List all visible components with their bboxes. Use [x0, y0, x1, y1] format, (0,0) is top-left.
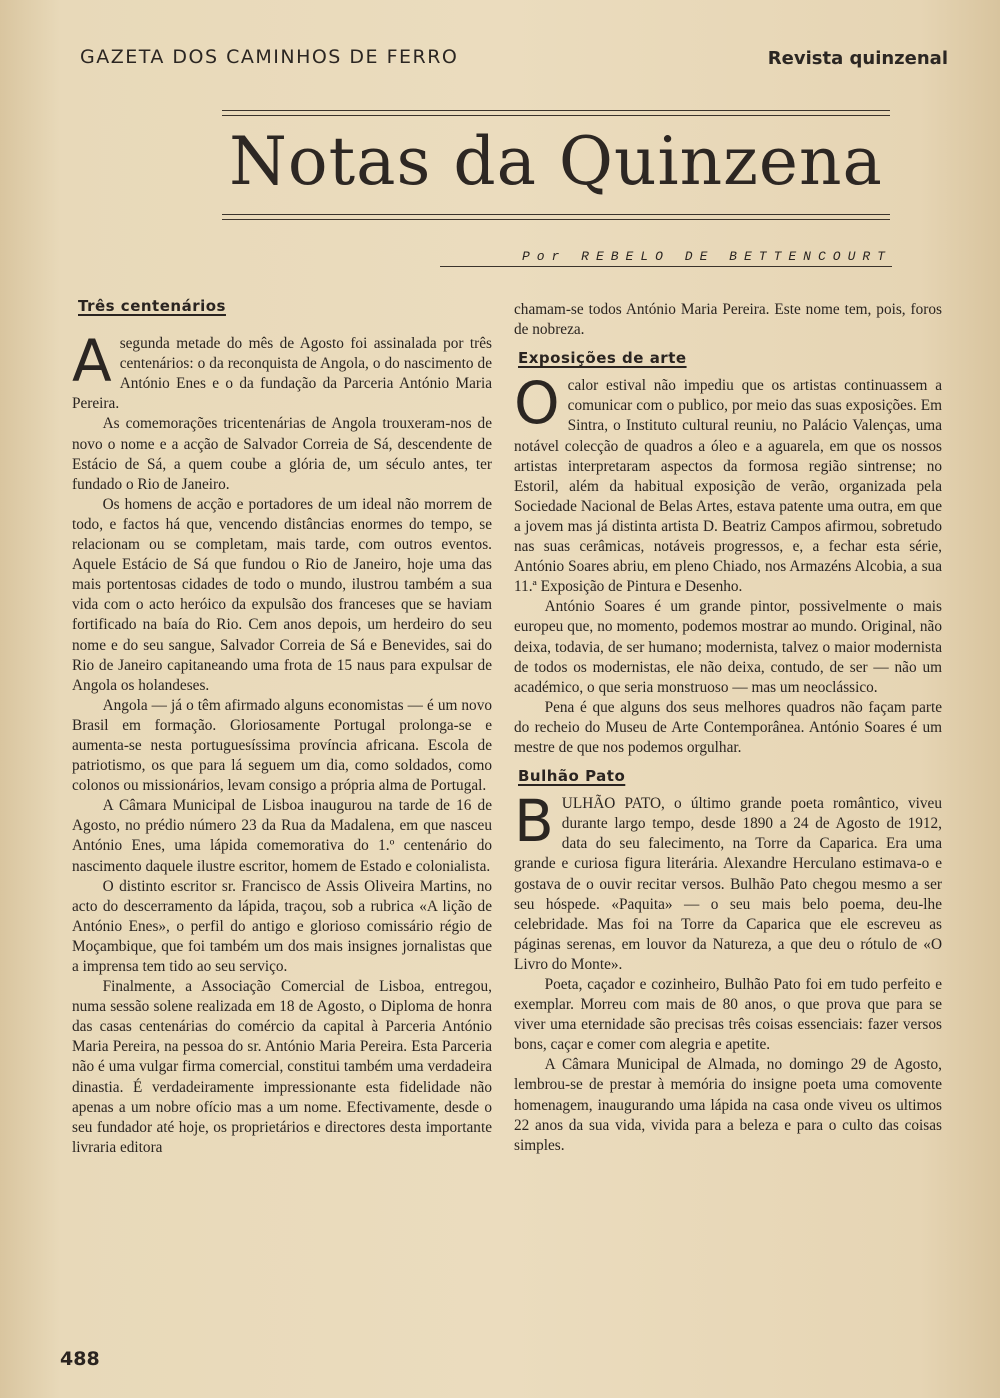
section-heading-tres-centenarios: Três centenários: [78, 297, 226, 315]
article-title: Notas da Quinzena: [229, 123, 883, 200]
running-subtitle: Revista quinzenal: [767, 48, 948, 69]
drop-cap: O: [514, 369, 560, 438]
title-rule-bottom-inner: [222, 219, 890, 220]
paragraph-continued: chamam-se todos António Maria Pereira. Este nome tem, pois, foros de nobreza.: [514, 301, 942, 339]
paragraph: Asegunda metade do mês de Agosto foi assinalada por três centenários: o da reconquista de Angola, o do nascimento de António Enes e o da fundação da Parceria António Maria Pereira.: [72, 327, 492, 413]
paragraph: Os homens de acção e portadores de um ideal não morrem de todo, e factos há que, vencendo distâncias enormes do tempo, se relacionam ou se completam, mais tarde, com outros eventos. Aquele Estácio de Sá que fundou o Rio de Janeiro, hoje uma das mais portentosas cidades de todo o mundo, ilustrou também a sua vida com o acto heróico da expulsão dos franceses que se haviam fortificado na baía do Rio. Cem anos depois, um herdeiro do seu nome e do seu sangue, Salvador Correia de Sá e Benevides, sai do Rio de Janeiro capitaneando uma frota de 15 naus para expulsar de Angola os holandeses.: [72, 495, 492, 694]
title-rule-bottom: [222, 214, 890, 215]
page-number: 488: [60, 1348, 100, 1370]
left-column: [72, 296, 492, 1158]
paragraph: Finalmente, a Associação Comercial de Lisboa, entregou, numa sessão solene realizada em 18 de Agosto, o Diploma de honra das casas centenárias do comércio da capital à Parceria António Maria Pereira, na pessoa do sr. António Maria Pereira. Esta Parceria não é uma vulgar firma comercial, constitui também uma verdadeira dinastia. É verdadeiramente impressionante esta fidelidade não apenas a um nobre ofício mas a um nome. Efectivamente, desde o seu fundador até hoje, os proprietários e directores desta importante livraria editora: [72, 978, 492, 1156]
paragraph: Pena é que alguns dos seus melhores quadros não façam parte do recheio do Museu de Arte Contemporânea. António Soares é um mestre de que nos podemos orgulhar.: [514, 698, 942, 756]
section-heading-bulhao-pato: Bulhão Pato: [518, 767, 626, 786]
section-heading-exposicoes: Exposições de arte: [518, 349, 687, 368]
right-column: [514, 300, 942, 1156]
drop-cap: A: [72, 327, 112, 396]
byline: Por REBELO DE BETTENCOURT: [521, 249, 892, 264]
paragraph: Angola — já o têm afirmado alguns economistas — é um novo Brasil em formação. Gloriosamente Portugal prolonga-se e aumenta-se nesta portuguesíssima província africana. Escola de patriotismo, os que para lá seguem um dia, como soldados, como colonos ou missionários, levam consigo a própria alma de Portugal.: [72, 696, 492, 795]
title-rule-top: [222, 110, 890, 111]
paragraph: António Soares é um grande pintor, possivelmente o mais europeu que, no momento, podemos mostrar ao mundo. Original, não deixa, todavia, de ser humano; modernista, talvez o maior modernista de todos os modernistas, ele não deixa, contudo, de ser — não um académico, o que seria monstruoso — mas um neoclássico.: [514, 598, 942, 696]
paragraph: A Câmara Municipal de Almada, no domingo 29 de Agosto, lembrou-se de prestar à memória do insigne poeta uma comovente homenagem, inaugurando uma lápida na casa onde viveu os ultimos 22 anos da sua vida, vivida para a beleza e para o culto das coisas simples.: [514, 1056, 942, 1154]
paragraph: Ocalor estival não impediu que os artistas continuassem a comunicar com o publico, por meio das suas exposições. Em Sintra, o Instituto cultural reuniu, no Palácio Valenças, uma notável colecção de quadros a óleo e a aguarela, em que os nossos artistas interpretaram aspectos da formosa região sintrense; no Estoril, além da habitual exposição de verão, organizada pela Sociedade Nacional de Belas Artes, estava patente uma outra, em que a jovem mas já distinta artista D. Beatriz Campos afirmou, sobretudo nas suas cerâmicas, notáveis progressos, e, a fechar esta série, António Soares abriu, em pleno Chiado, nos Armazéns Alcobia, a sua 11.ª Exposição de Pintura e Desenho.: [514, 369, 942, 596]
paragraph: As comemorações tricentenárias de Angola trouxeram-nos de novo o nome e a acção de Salvador Correia de Sá, descendente de Estácio de Sá, a quem coube a glória de, um século antes, ter fundado o Rio de Janeiro.: [72, 415, 492, 493]
drop-cap: B: [514, 787, 554, 856]
running-title: GAZETA DOS CAMINHOS DE FERRO: [80, 46, 459, 68]
paragraph: A Câmara Municipal de Lisboa inaugurou na tarde de 16 de Agosto, no prédio número 23 da Rua da Madalena, em que nasceu António Enes, uma lápida comemorativa do 1.º centenário do nascimento daquele ilustre escritor, homem de Estado e colonialista.: [72, 797, 492, 875]
paragraph: Poeta, caçador e cozinheiro, Bulhão Pato foi em tudo perfeito e exemplar. Morreu com mais de 80 anos, o que prova que para se viver uma eternidade são precisas três coisas essenciais: fazer versos bons, caçar e comer com alegria e apetite.: [514, 976, 942, 1054]
paragraph: O distinto escritor sr. Francisco de Assis Oliveira Martins, no acto do descerramento da lápida, traçou, sob a rubrica «A lição de António Enes», o perfil do antigo e glorioso comissário régio de Moçambique, que foi também um dos mais insignes jornalistas que a imprensa tem tido ao seu serviço.: [72, 877, 492, 975]
paragraph: BULHÃO PATO, o último grande poeta romântico, viveu durante largo tempo, desde 1890 a 24 de Agosto de 1912, data do seu falecimento, na Torre da Caparica. Era uma grande e curiosa figura literária. Alexandre Herculano estimava-o e gostava de o ouvir recitar versos. Bulhão Pato chegou mesmo a ser seu hóspede. «Paquita» — o seu mais belo poema, deu-lhe celebridade. Mas foi na Torre da Caparica que ele escreveu as páginas serenas, em louvor da Natureza, a que deu o rótulo de «O Livro do Monte».: [514, 787, 942, 973]
byline-rule: [440, 266, 892, 267]
